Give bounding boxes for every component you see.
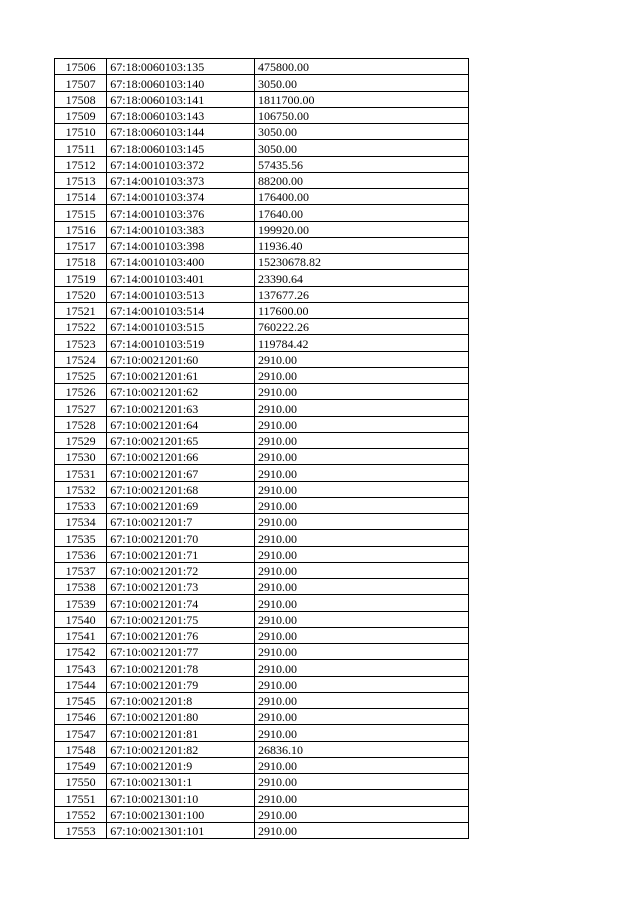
value-cell: 26836.10 <box>254 741 468 757</box>
cadastral-number-cell: 67:10:0021201:71 <box>107 546 255 562</box>
row-number-cell: 17541 <box>55 627 107 643</box>
value-cell: 2910.00 <box>254 579 468 595</box>
cadastral-number-cell: 67:10:0021201:62 <box>107 384 255 400</box>
value-cell: 2910.00 <box>254 351 468 367</box>
value-cell: 199920.00 <box>254 221 468 237</box>
row-number-cell: 17512 <box>55 156 107 172</box>
row-number-cell: 17536 <box>55 546 107 562</box>
value-cell: 2910.00 <box>254 627 468 643</box>
table-row <box>55 822 469 838</box>
cadastral-number-cell: 67:10:0021201:9 <box>107 757 255 773</box>
table-row <box>55 806 469 822</box>
table-row <box>55 124 469 140</box>
table-row <box>55 514 469 530</box>
cadastral-number-cell: 67:14:0010103:513 <box>107 286 255 302</box>
table-row <box>55 367 469 383</box>
row-number-cell: 17545 <box>55 692 107 708</box>
value-cell: 2910.00 <box>254 432 468 448</box>
cadastral-number-cell: 67:10:0021301:1 <box>107 774 255 790</box>
value-cell: 2910.00 <box>254 595 468 611</box>
row-number-cell: 17540 <box>55 611 107 627</box>
cadastral-number-cell: 67:14:0010103:374 <box>107 189 255 205</box>
cadastral-number-cell: 67:14:0010103:519 <box>107 335 255 351</box>
row-number-cell: 17520 <box>55 286 107 302</box>
table-row <box>55 140 469 156</box>
table-row <box>55 611 469 627</box>
table-row <box>55 530 469 546</box>
table-row <box>55 774 469 790</box>
cadastral-number-cell: 67:10:0021201:7 <box>107 514 255 530</box>
table-row <box>55 254 469 270</box>
value-cell: 11936.40 <box>254 237 468 253</box>
table-row <box>55 725 469 741</box>
table-row <box>55 221 469 237</box>
row-number-cell: 17553 <box>55 822 107 838</box>
table-row <box>55 449 469 465</box>
cadastral-number-cell: 67:10:0021201:8 <box>107 692 255 708</box>
row-number-cell: 17514 <box>55 189 107 205</box>
value-cell: 3050.00 <box>254 75 468 91</box>
row-number-cell: 17527 <box>55 400 107 416</box>
row-number-cell: 17521 <box>55 302 107 318</box>
value-cell: 2910.00 <box>254 465 468 481</box>
value-cell: 2910.00 <box>254 822 468 838</box>
row-number-cell: 17528 <box>55 416 107 432</box>
table-row <box>55 562 469 578</box>
value-cell: 17640.00 <box>254 205 468 221</box>
cadastral-number-cell: 67:14:0010103:372 <box>107 156 255 172</box>
value-cell: 2910.00 <box>254 806 468 822</box>
row-number-cell: 17532 <box>55 481 107 497</box>
value-cell: 2910.00 <box>254 416 468 432</box>
table-row <box>55 465 469 481</box>
cadastral-number-cell: 67:10:0021201:75 <box>107 611 255 627</box>
value-cell: 760222.26 <box>254 319 468 335</box>
value-cell: 2910.00 <box>254 676 468 692</box>
row-number-cell: 17518 <box>55 254 107 270</box>
table-row <box>55 692 469 708</box>
cadastral-number-cell: 67:10:0021201:64 <box>107 416 255 432</box>
row-number-cell: 17542 <box>55 644 107 660</box>
row-number-cell: 17511 <box>55 140 107 156</box>
cadastral-number-cell: 67:18:0060103:140 <box>107 75 255 91</box>
value-cell: 2910.00 <box>254 449 468 465</box>
table-row <box>55 790 469 806</box>
value-cell: 106750.00 <box>254 107 468 123</box>
cadastral-number-cell: 67:10:0021201:74 <box>107 595 255 611</box>
table-row <box>55 75 469 91</box>
cadastral-number-cell: 67:10:0021201:78 <box>107 660 255 676</box>
value-cell: 2910.00 <box>254 497 468 513</box>
row-number-cell: 17523 <box>55 335 107 351</box>
table-row <box>55 302 469 318</box>
cadastral-number-cell: 67:18:0060103:145 <box>107 140 255 156</box>
row-number-cell: 17539 <box>55 595 107 611</box>
table-row <box>55 91 469 107</box>
value-cell: 2910.00 <box>254 757 468 773</box>
cadastral-number-cell: 67:10:0021201:65 <box>107 432 255 448</box>
cadastral-number-cell: 67:10:0021301:100 <box>107 806 255 822</box>
table-row <box>55 384 469 400</box>
row-number-cell: 17522 <box>55 319 107 335</box>
row-number-cell: 17506 <box>55 59 107 75</box>
table-body <box>55 59 469 839</box>
cadastral-number-cell: 67:18:0060103:141 <box>107 91 255 107</box>
row-number-cell: 17525 <box>55 367 107 383</box>
row-number-cell: 17538 <box>55 579 107 595</box>
cadastral-number-cell: 67:14:0010103:398 <box>107 237 255 253</box>
cadastral-number-cell: 67:10:0021201:61 <box>107 367 255 383</box>
row-number-cell: 17551 <box>55 790 107 806</box>
table-row <box>55 286 469 302</box>
cadastral-number-cell: 67:10:0021201:70 <box>107 530 255 546</box>
table-row <box>55 59 469 75</box>
table-row <box>55 107 469 123</box>
cadastral-number-cell: 67:10:0021201:72 <box>107 562 255 578</box>
row-number-cell: 17534 <box>55 514 107 530</box>
value-cell: 119784.42 <box>254 335 468 351</box>
table-row <box>55 156 469 172</box>
cadastral-number-cell: 67:14:0010103:383 <box>107 221 255 237</box>
cadastral-number-cell: 67:14:0010103:373 <box>107 172 255 188</box>
value-cell: 137677.26 <box>254 286 468 302</box>
table-row <box>55 481 469 497</box>
value-cell: 2910.00 <box>254 384 468 400</box>
value-cell: 2910.00 <box>254 790 468 806</box>
table-row <box>55 351 469 367</box>
table-row <box>55 189 469 205</box>
table-row <box>55 205 469 221</box>
cadastral-value-table <box>54 58 469 839</box>
table-row <box>55 335 469 351</box>
cadastral-number-cell: 67:10:0021201:82 <box>107 741 255 757</box>
table-row <box>55 400 469 416</box>
table-row <box>55 237 469 253</box>
cadastral-number-cell: 67:10:0021201:66 <box>107 449 255 465</box>
row-number-cell: 17531 <box>55 465 107 481</box>
cadastral-number-cell: 67:10:0021201:79 <box>107 676 255 692</box>
value-cell: 2910.00 <box>254 546 468 562</box>
value-cell: 2910.00 <box>254 367 468 383</box>
value-cell: 15230678.82 <box>254 254 468 270</box>
value-cell: 2910.00 <box>254 611 468 627</box>
cadastral-number-cell: 67:18:0060103:143 <box>107 107 255 123</box>
table-row <box>55 319 469 335</box>
cadastral-number-cell: 67:14:0010103:401 <box>107 270 255 286</box>
value-cell: 23390.64 <box>254 270 468 286</box>
row-number-cell: 17547 <box>55 725 107 741</box>
cadastral-number-cell: 67:10:0021201:77 <box>107 644 255 660</box>
value-cell: 2910.00 <box>254 709 468 725</box>
value-cell: 2910.00 <box>254 400 468 416</box>
cadastral-number-cell: 67:10:0021201:67 <box>107 465 255 481</box>
value-cell: 2910.00 <box>254 514 468 530</box>
row-number-cell: 17513 <box>55 172 107 188</box>
value-cell: 1811700.00 <box>254 91 468 107</box>
cadastral-number-cell: 67:10:0021201:60 <box>107 351 255 367</box>
cadastral-number-cell: 67:10:0021201:73 <box>107 579 255 595</box>
row-number-cell: 17507 <box>55 75 107 91</box>
row-number-cell: 17548 <box>55 741 107 757</box>
table-row <box>55 416 469 432</box>
value-cell: 2910.00 <box>254 530 468 546</box>
row-number-cell: 17549 <box>55 757 107 773</box>
table-row <box>55 757 469 773</box>
row-number-cell: 17529 <box>55 432 107 448</box>
table-row <box>55 546 469 562</box>
row-number-cell: 17530 <box>55 449 107 465</box>
cadastral-number-cell: 67:10:0021201:69 <box>107 497 255 513</box>
cadastral-number-cell: 67:10:0021201:81 <box>107 725 255 741</box>
table-row <box>55 627 469 643</box>
value-cell: 2910.00 <box>254 692 468 708</box>
cadastral-number-cell: 67:14:0010103:376 <box>107 205 255 221</box>
row-number-cell: 17519 <box>55 270 107 286</box>
value-cell: 2910.00 <box>254 774 468 790</box>
row-number-cell: 17546 <box>55 709 107 725</box>
table-row <box>55 660 469 676</box>
table-row <box>55 644 469 660</box>
row-number-cell: 17552 <box>55 806 107 822</box>
row-number-cell: 17535 <box>55 530 107 546</box>
row-number-cell: 17524 <box>55 351 107 367</box>
cadastral-number-cell: 67:10:0021201:76 <box>107 627 255 643</box>
value-cell: 475800.00 <box>254 59 468 75</box>
table-row <box>55 741 469 757</box>
cadastral-number-cell: 67:18:0060103:144 <box>107 124 255 140</box>
table-row <box>55 676 469 692</box>
value-cell: 88200.00 <box>254 172 468 188</box>
cadastral-number-cell: 67:10:0021201:68 <box>107 481 255 497</box>
value-cell: 3050.00 <box>254 124 468 140</box>
row-number-cell: 17550 <box>55 774 107 790</box>
value-cell: 2910.00 <box>254 562 468 578</box>
table-row <box>55 172 469 188</box>
row-number-cell: 17544 <box>55 676 107 692</box>
table-row <box>55 579 469 595</box>
table-row <box>55 270 469 286</box>
cadastral-number-cell: 67:10:0021201:80 <box>107 709 255 725</box>
row-number-cell: 17516 <box>55 221 107 237</box>
row-number-cell: 17537 <box>55 562 107 578</box>
value-cell: 2910.00 <box>254 644 468 660</box>
cadastral-number-cell: 67:14:0010103:514 <box>107 302 255 318</box>
row-number-cell: 17533 <box>55 497 107 513</box>
row-number-cell: 17526 <box>55 384 107 400</box>
cadastral-number-cell: 67:18:0060103:135 <box>107 59 255 75</box>
value-cell: 3050.00 <box>254 140 468 156</box>
value-cell: 2910.00 <box>254 660 468 676</box>
value-cell: 2910.00 <box>254 481 468 497</box>
table-row <box>55 595 469 611</box>
value-cell: 57435.56 <box>254 156 468 172</box>
cadastral-number-cell: 67:10:0021201:63 <box>107 400 255 416</box>
value-cell: 117600.00 <box>254 302 468 318</box>
row-number-cell: 17509 <box>55 107 107 123</box>
cadastral-number-cell: 67:10:0021301:101 <box>107 822 255 838</box>
row-number-cell: 17515 <box>55 205 107 221</box>
row-number-cell: 17508 <box>55 91 107 107</box>
value-cell: 2910.00 <box>254 725 468 741</box>
value-cell: 176400.00 <box>254 189 468 205</box>
row-number-cell: 17510 <box>55 124 107 140</box>
cadastral-number-cell: 67:14:0010103:515 <box>107 319 255 335</box>
table-row <box>55 432 469 448</box>
cadastral-number-cell: 67:10:0021301:10 <box>107 790 255 806</box>
table-row <box>55 709 469 725</box>
row-number-cell: 17517 <box>55 237 107 253</box>
table-row <box>55 497 469 513</box>
row-number-cell: 17543 <box>55 660 107 676</box>
cadastral-number-cell: 67:14:0010103:400 <box>107 254 255 270</box>
